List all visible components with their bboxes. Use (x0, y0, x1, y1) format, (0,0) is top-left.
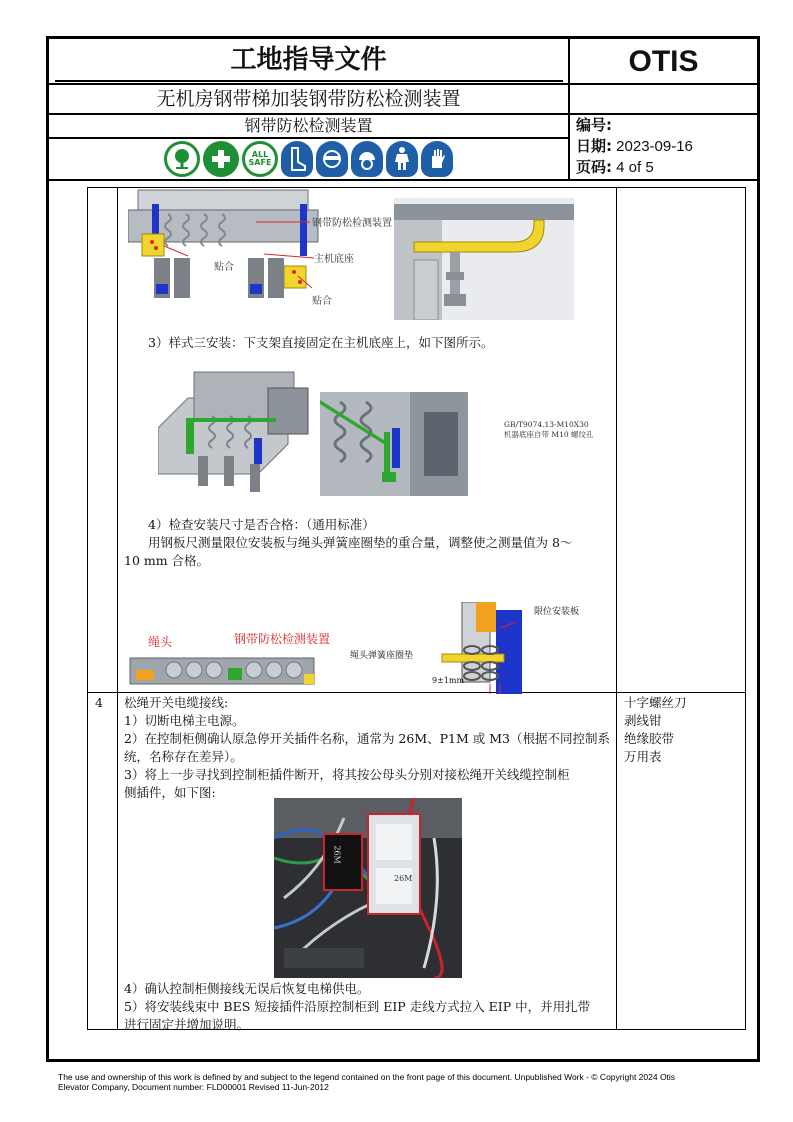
col-divider-2 (616, 188, 617, 1029)
document-info (570, 113, 757, 179)
photo-label-26m-b: 26M (394, 874, 413, 883)
label-base: 主机底座 (314, 254, 354, 265)
face-shield-icon (316, 141, 348, 177)
style2-install-figure (128, 188, 324, 308)
document-frame (46, 36, 760, 1062)
label-device-2: 钢带防松检测装置 (234, 632, 331, 646)
document-title: 工地指导文件 (49, 39, 570, 83)
tool-wire-stripper: 剥线钳 (624, 713, 662, 728)
date-label: 日期: (576, 137, 612, 155)
bolt-note-line2: 机器底座自带 M10 螺纹孔 (504, 430, 594, 439)
safety-icon-bar (49, 137, 570, 179)
instruction-table (87, 187, 746, 1030)
connector-photo (274, 798, 462, 978)
row4-step2a: 2）在控制柜侧确认原急停开关插件名称，通常为 26M、P1M 或 M3（根据不同控制系 (124, 731, 610, 746)
label-attach-right: 贴合 (312, 296, 332, 307)
header-bottom-rule (49, 179, 757, 181)
photo-label-26m-a: 26M (332, 845, 342, 864)
row4-step3a: 3）将上一步寻找到控制柜插件断开，将其按公母头分别对接松绳开关线缆控制柜 (124, 767, 570, 782)
label-rope-head: 绳头 (148, 635, 173, 649)
first-aid-tree-icon (164, 141, 200, 177)
bolt-note-line1: GB/T9074.13-M10X30 (504, 420, 589, 429)
col-divider-1 (117, 188, 118, 1029)
row4-step1: 1）切断电梯主电源。 (124, 713, 245, 728)
row4-step2b: 统，名称存在差异）。 (124, 749, 243, 764)
date-value: 2023-09-16 (616, 138, 693, 155)
rope-head-figure (128, 648, 318, 690)
row4-step3b: 侧插件，如下图: (124, 785, 216, 800)
boots-icon (281, 141, 313, 177)
coverall-icon (386, 141, 418, 177)
page-value: 4 of 5 (616, 159, 654, 176)
style3-install-text: 3）样式三安装：下支架直接固定在主机底座上，如下图所示。 (148, 335, 494, 350)
title-rule (55, 80, 563, 82)
bracket-detail-figure (394, 198, 574, 320)
footer-line-2: Elevator Company, Document number: FLD00001 Revised 11-Jun-2012 (58, 1082, 329, 1092)
check-line-1: 用钢板尺测量限位安装板与绳头弹簧座圈垫的重合量，调整使之测量值为 8～ (148, 535, 573, 550)
all-safe-text-1: ALL (251, 150, 269, 159)
row-number: 4 (95, 695, 103, 710)
tool-insulating-tape: 绝缘胶带 (624, 731, 675, 746)
copyright-footer (58, 1072, 748, 1092)
glove-icon (421, 141, 453, 177)
all-safe-text-2: SAFE (248, 158, 272, 167)
hard-hat-icon (351, 141, 383, 177)
row4-step5a: 5）将安装线束中 BES 短接插件沿原控制柜到 EIP 走线方式拉入 EIP 中，并用扎带 (124, 999, 591, 1014)
label-attach-left: 贴合 (214, 262, 234, 273)
header-blank-cell (570, 83, 757, 113)
document-subtitle: 无机房钢带梯加装钢带防松检测装置 (49, 83, 570, 113)
style3-install-figure (158, 368, 310, 494)
page-label: 页码: (576, 158, 612, 176)
otis-logo: OTIS (628, 45, 699, 78)
row4-title: 松绳开关电缆接线: (124, 695, 229, 710)
row4-step5b: 进行固定并增加说明。 (124, 1017, 250, 1032)
document-subtitle-2: 钢带防松检测装置 (49, 113, 570, 137)
check-line-2: 10 mm 合格。 (124, 553, 210, 568)
number-label: 编号: (576, 116, 612, 134)
row4-step4: 4）确认控制柜侧接线无误后恢复电梯供电。 (124, 981, 370, 996)
label-spring-washer: 绳头弹簧座圈垫 (350, 651, 414, 661)
all-safe-icon (242, 141, 278, 177)
style3-detail-figure (320, 392, 468, 496)
tool-screwdriver: 十字螺丝刀 (624, 695, 687, 710)
label-device: 钢带防松检测装置 (312, 218, 392, 229)
check-heading: 4）检查安装尺寸是否合格：（通用标准） (148, 517, 375, 532)
label-dimension: 9±1mm (432, 676, 465, 685)
tool-multimeter: 万用表 (624, 749, 662, 764)
footer-line-1: The use and ownership of this work is defined by and subject to the legend contained on the front page of this document. Unpublished Work - © Copyright 2024 Otis (58, 1072, 676, 1082)
plus-cross-icon (203, 141, 239, 177)
label-limit-plate: 限位安装板 (534, 607, 580, 617)
